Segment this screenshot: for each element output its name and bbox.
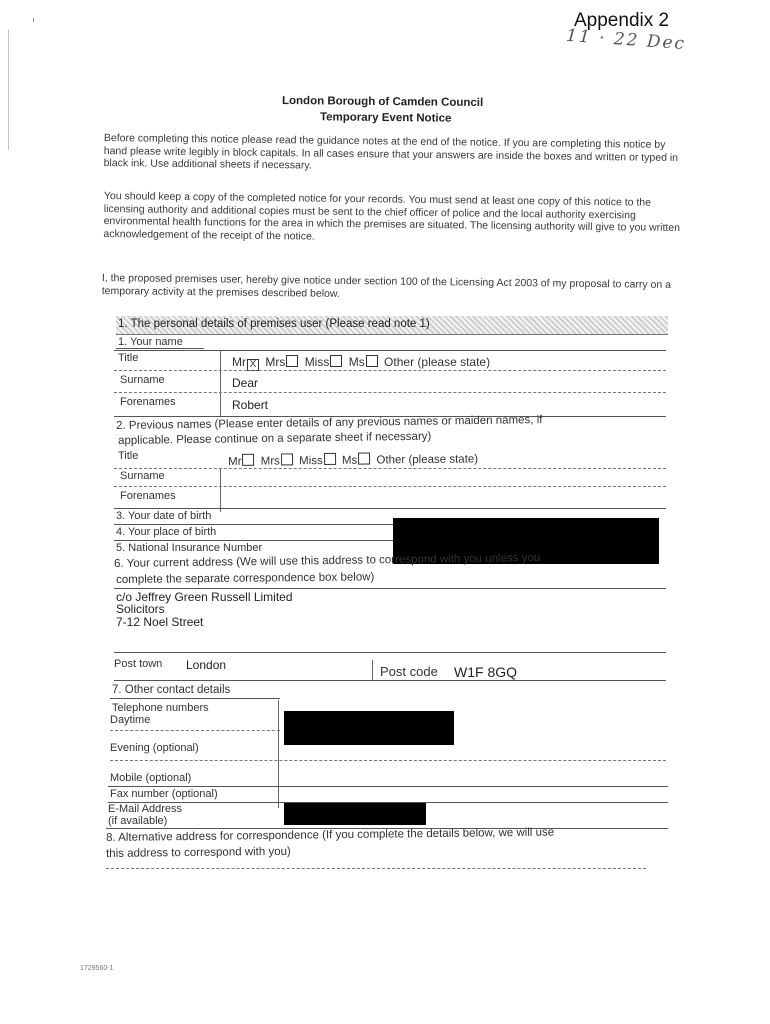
appendix-label: Appendix 2 [574,10,670,31]
intro-paragraph: Before completing this notice please read the guidance notes at the end of the notice. If you are completing this notice by hand please write legibly in block capitals. In all cases ensure that your answers are inside the boxes and written or typed in black ink. Use additional sheets if necessary. [103,132,679,172]
q6-line2: complete the separate correspondence box below) [116,571,375,586]
evening-label: Evening (optional) [110,742,199,754]
council-name: London Borough of Camden Council [281,94,484,110]
telephone-label: Telephone numbers [112,702,209,714]
option2-miss: Miss [299,455,323,468]
records-paragraph: You should keep a copy of the completed notice for your records. You must send at least one copy of this notice to the licensing authority and additional copies must be sent to the chief officer of police and the local authority exercising environmental health functions for the area in which the premises are situated. The licensing authority will give to you written acknowledgement of the receipt of the notice. [103,190,681,243]
title2-label: Title [118,450,139,462]
option2-mr: Mr [228,455,242,468]
surname2-label: Surname [120,470,165,482]
mr2-checkbox[interactable] [242,454,254,466]
address-line2[interactable]: Solicitors [116,602,165,616]
title-label: Title [118,352,139,364]
email-label: E-Mail Address [108,803,182,815]
forenames2-label: Forenames [120,490,176,502]
post-code-label: Post code [380,664,438,679]
forenames-value[interactable]: Robert [232,398,269,412]
mrs2-checkbox[interactable] [281,453,293,465]
post-town-value[interactable]: London [186,658,227,672]
option-other: Other (please state) [384,355,491,369]
fax-label: Fax number (optional) [110,788,218,800]
q2-line2: applicable. Please continue on a separate sheet if necessary) [118,430,432,447]
email-sub-label: (if available) [108,815,168,827]
handwritten-date: 11 · 22 Dec [565,25,687,55]
option2-mrs: Mrs [260,455,280,468]
scan-artifact [33,18,34,22]
miss2-checkbox[interactable] [324,453,336,465]
title2-options [228,451,478,468]
title-options [232,355,490,371]
option2-other: Other (please state) [376,453,479,467]
scan-artifact [8,30,9,150]
option-mr: Mr [232,355,246,369]
address-line1[interactable]: c/o Jeffrey Green Russell Limited [116,590,293,604]
redaction-block [284,711,454,745]
option-miss: Miss [304,355,330,369]
q5-ni-number: 5. National Insurance Number [116,542,263,554]
q7-other-contact: 7. Other contact details [112,684,231,696]
mr-checkbox[interactable]: X [247,359,259,371]
option2-ms: Ms [341,454,358,467]
notice-title: Temporary Event Notice [319,111,452,125]
option-ms: Ms [348,355,365,369]
surname-label: Surname [120,374,165,386]
q8-line2: this address to correspond with you) [106,845,291,860]
miss-checkbox[interactable] [330,355,342,367]
post-town-label: Post town [114,658,163,670]
q2-line1: 2. Previous names (Please enter details of any previous names or maiden names, if [116,414,543,432]
declaration-paragraph: I, the proposed premises user, hereby give notice under section 100 of the Licensing Act 2003 of my proposal to carry on a temporary activity at the premises described below. [101,272,672,300]
q6-line1: 6. Your current address (We will use this address to correspond with you unless you [114,552,541,570]
q1-your-name: 1. Your name [118,336,183,348]
forenames-label: Forenames [120,396,176,408]
q4-place-of-birth: 4. Your place of birth [116,526,217,538]
mrs-checkbox[interactable] [286,355,298,367]
address-line3[interactable]: 7-12 Noel Street [116,615,204,629]
section-header: 1. The personal details of premises user (Please read note 1) [118,318,430,330]
ms-checkbox[interactable] [366,355,378,367]
option-mrs: Mrs [265,355,286,369]
footer-reference: 1729560-1 [80,965,114,972]
redaction-block [284,803,426,825]
mobile-label: Mobile (optional) [110,772,192,784]
surname-value[interactable]: Dear [232,376,259,390]
post-code-value[interactable]: W1F 8GQ [454,664,518,680]
ms2-checkbox[interactable] [358,453,370,465]
daytime-label: Daytime [110,714,151,726]
q8-line1: 8. Alternative address for correspondence (If you complete the details below, we will use [106,826,555,844]
q3-date-of-birth: 3. Your date of birth [116,510,212,522]
